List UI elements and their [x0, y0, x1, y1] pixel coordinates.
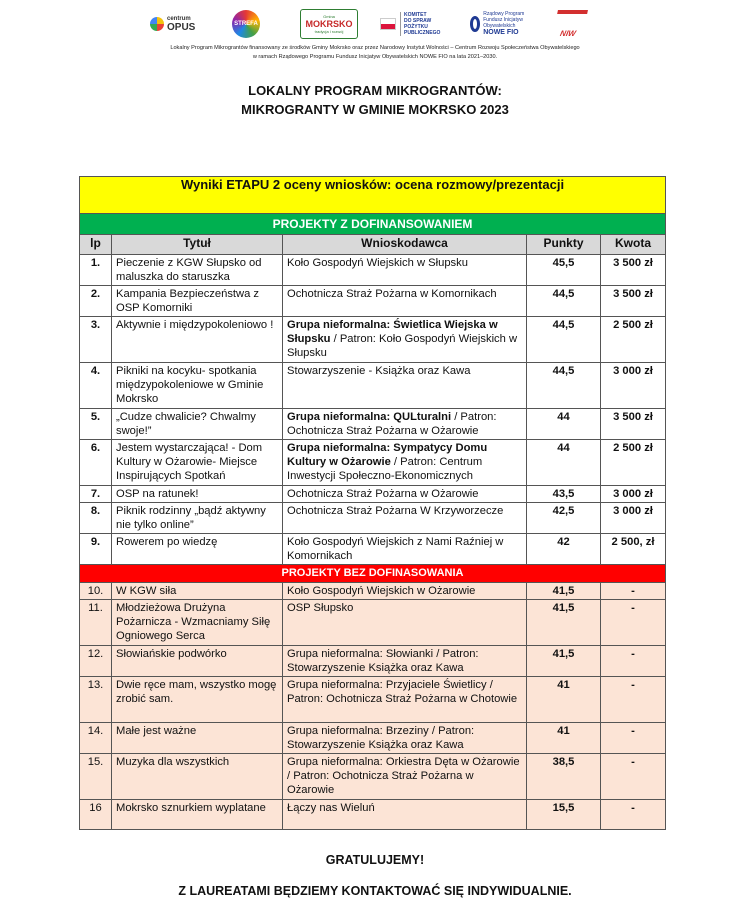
komitet-logo: [380, 8, 460, 40]
row-points: 45,5: [527, 255, 601, 286]
mokrsko-logo-line2: MOKRSKO: [305, 18, 353, 29]
komitet-line2: DO SPRAW: [404, 18, 432, 24]
col-header-points: Punkty: [527, 235, 601, 255]
unfunded-header-row: [80, 565, 666, 583]
row-points: 44: [527, 440, 601, 486]
row-applicant: [283, 317, 527, 363]
row-applicant: [283, 440, 527, 486]
row-amount: -: [601, 723, 666, 754]
row-lp: 3.: [80, 317, 112, 363]
row-points: 41: [527, 723, 601, 754]
row-amount: 2 500, zł: [601, 534, 666, 565]
row-amount: -: [601, 800, 666, 830]
row-applicant: [283, 409, 527, 440]
row-title: OSP na ratunek!: [112, 486, 283, 503]
opus-mark-icon: [150, 17, 164, 31]
table-row: [80, 600, 666, 646]
row-points: 41: [527, 677, 601, 723]
table-row: [80, 255, 666, 286]
row-amount: 2 500 zł: [601, 440, 666, 486]
komitet-line1: KOMITET: [404, 12, 427, 18]
row-points: 41,5: [527, 646, 601, 677]
row-lp: 12.: [80, 646, 112, 677]
row-title: Muzyka dla wszystkich: [112, 754, 283, 800]
row-points: 41,5: [527, 583, 601, 600]
applicant-text: / Patron: Ochotnicza Straż Pożarna w Ożarowie: [287, 411, 497, 437]
row-title: Rowerem po wiedzę: [112, 534, 283, 565]
opus-logo-line2: OPUS: [167, 21, 196, 33]
table-row: [80, 440, 666, 486]
table-row: [80, 503, 666, 534]
applicant-text: Ochotnicza Straż Pożarna w Komornikach: [287, 288, 497, 300]
row-lp: 15.: [80, 754, 112, 800]
polish-flag-icon: [380, 18, 396, 30]
table-row: [80, 754, 666, 800]
row-lp: 1.: [80, 255, 112, 286]
niw-logo-text: NIW: [552, 10, 588, 38]
row-points: 44,5: [527, 363, 601, 409]
row-applicant: OSP Słupsko: [283, 600, 527, 646]
row-applicant: [283, 534, 527, 565]
row-title: „Cudze chwalicie? Chwalmy swoje!”: [112, 409, 283, 440]
applicant-text: Ochotnicza Straż Pożarna W Krzyworzecze: [287, 505, 504, 517]
col-header-applicant: Wnioskodawca: [283, 235, 527, 255]
applicant-group: Grupa nieformalna: QULturalni: [287, 411, 452, 423]
row-lp: 8.: [80, 503, 112, 534]
table-row: [80, 486, 666, 503]
row-points: 44,5: [527, 286, 601, 317]
row-points: 43,5: [527, 486, 601, 503]
stage-title-row: [80, 177, 666, 214]
table-row: [80, 317, 666, 363]
row-points: 38,5: [527, 754, 601, 800]
table-row: [80, 409, 666, 440]
title-line2: MIKROGRANTY W GMINIE MOKRSKO 2023: [241, 102, 509, 117]
row-title: Jestem wystarczająca! - Dom Kultury w Ożarowie- Miejsce Inspirujących Spotkań: [112, 440, 283, 486]
strefa-logo: [232, 8, 272, 40]
row-amount: 3 000 zł: [601, 503, 666, 534]
table-row: [80, 646, 666, 677]
row-lp: 5.: [80, 409, 112, 440]
applicant-text: Koło Gospodyń Wiejskich w Słupsku: [287, 257, 468, 269]
unfunded-header: PROJEKTY BEZ DOFINASOWANIA: [80, 565, 666, 583]
row-applicant: Grupa nieformalna: Słowianki / Patron: Stowarzyszenie Książka oraz Kawa: [283, 646, 527, 677]
row-lp: 4.: [80, 363, 112, 409]
funding-line2: w ramach Rządowego Programu Fundusz Inicjatyw Obywatelskich NOWE FIO na lata 2021–2030.: [252, 54, 498, 60]
row-lp: 16: [80, 800, 112, 830]
row-applicant: [283, 286, 527, 317]
row-title: Piknik rodzinny „bądź aktywny nie tylko online”: [112, 503, 283, 534]
row-points: 41,5: [527, 600, 601, 646]
table-row: [80, 800, 666, 830]
row-amount: 2 500 zł: [601, 317, 666, 363]
funded-header: PROJEKTY Z DOFINANSOWANIEM: [80, 214, 666, 235]
nowefio-line1: Rządowy Program Fundusz Inicjatyw Obywatelskich: [483, 11, 525, 29]
row-amount: -: [601, 646, 666, 677]
gmina-mokrsko-logo: [300, 8, 358, 40]
centrum-opus-logo: [150, 8, 200, 40]
results-table: [79, 176, 666, 830]
row-applicant: [283, 503, 527, 534]
row-title: W KGW siła: [112, 583, 283, 600]
nowefio-line2: NOWE FIO: [483, 29, 519, 36]
row-points: 15,5: [527, 800, 601, 830]
col-header-amount: Kwota: [601, 235, 666, 255]
row-lp: 9.: [80, 534, 112, 565]
row-applicant: Grupa nieformalna: Przyjaciele Świetlicy / Patron: Ochotnicza Straż Pożarna w Chotowie: [283, 677, 527, 723]
row-applicant: Koło Gospodyń Wiejskich w Ożarowie: [283, 583, 527, 600]
row-applicant: Grupa nieformalna: Orkiestra Dęta w Ożarowie / Patron: Ochotnicza Straż Pożarna w Ożarowie: [283, 754, 527, 800]
applicant-group: Grupa nieformalna: Świetlica Wiejska w Słupsku: [287, 319, 498, 345]
mokrsko-logo-line1: Gmina: [323, 13, 335, 19]
row-amount: 3 000 zł: [601, 363, 666, 409]
row-amount: -: [601, 754, 666, 800]
row-title: Mokrsko sznurkiem wyplatane: [112, 800, 283, 830]
title-line1: LOKALNY PROGRAM MIKROGRANTÓW:: [248, 83, 502, 98]
applicant-text: Stowarzyszenie - Książka oraz Kawa: [287, 365, 471, 377]
row-points: 42: [527, 534, 601, 565]
row-title: Słowiańskie podwórko: [112, 646, 283, 677]
row-amount: 3 500 zł: [601, 286, 666, 317]
applicant-text: / Patron: Centrum Inwestycji Społeczno-Ekonomicznych: [287, 456, 483, 482]
row-lp: 13.: [80, 677, 112, 723]
row-amount: -: [601, 583, 666, 600]
strefa-logo-text: STREFA: [232, 10, 260, 38]
row-title: Kampania Bezpieczeństwa z OSP Komorniki: [112, 286, 283, 317]
row-lp: 6.: [80, 440, 112, 486]
row-applicant: [283, 363, 527, 409]
row-amount: 3 500 zł: [601, 255, 666, 286]
row-lp: 2.: [80, 286, 112, 317]
table-row: [80, 723, 666, 754]
col-header-lp: lp: [80, 235, 112, 255]
row-amount: -: [601, 677, 666, 723]
table-row: [80, 677, 666, 723]
table-row: [80, 583, 666, 600]
col-header-title: Tytuł: [112, 235, 283, 255]
opus-logo-line1: centrum: [167, 15, 191, 22]
nowe-fio-logo: [470, 8, 532, 40]
komitet-line3: POŻYTKU: [404, 24, 428, 30]
table-row: [80, 363, 666, 409]
row-title: Młodzieżowa Drużyna Pożarnicza - Wzmacniamy Siłę Ogniowego Serca: [112, 600, 283, 646]
nowe-fio-ring-icon: [470, 16, 480, 32]
stage-title: Wyniki ETAPU 2 oceny wniosków: ocena rozmowy/prezentacji: [80, 177, 666, 214]
column-header-row: [80, 235, 666, 255]
row-applicant: [283, 486, 527, 503]
row-amount: -: [601, 600, 666, 646]
funding-line1: Lokalny Program Mikrograntów finansowany ze środków Gminy Mokrsko oraz przez Narodowy Instytut Wolności – Centrum Rozwoju Społeczeństwa Obywatelskiego: [170, 45, 580, 51]
row-title: Aktywnie i międzypokoleniowo !: [112, 317, 283, 363]
applicant-text: Ochotnicza Straż Pożarna w Ożarowie: [287, 488, 479, 500]
row-lp: 14.: [80, 723, 112, 754]
row-title: Małe jest ważne: [112, 723, 283, 754]
row-title: Pieczenie z KGW Słupsko od maluszka do staruszka: [112, 255, 283, 286]
komitet-line4: PUBLICZNEGO: [404, 30, 441, 36]
row-points: 44,5: [527, 317, 601, 363]
row-amount: 3 500 zł: [601, 409, 666, 440]
row-amount: 3 000 zł: [601, 486, 666, 503]
table-row: [80, 534, 666, 565]
row-title: Dwie ręce mam, wszystko mogę zrobić sam.: [112, 677, 283, 723]
mokrsko-logo-line3: tradycja i rozwój: [314, 28, 344, 34]
row-points: 42,5: [527, 503, 601, 534]
applicant-text: / Patron: Koło Gospodyń Wiejskich w Słupsku: [287, 333, 518, 359]
congrats-text: GRATULUJEMY!: [325, 853, 425, 867]
logo-strip: [150, 8, 600, 40]
row-applicant: [283, 255, 527, 286]
applicant-text: Koło Gospodyń Wiejskich z Nami Raźniej w Komornikach: [287, 536, 504, 562]
page-title: [0, 81, 750, 119]
row-applicant: Łączy nas Wieluń: [283, 800, 527, 830]
row-lp: 10.: [80, 583, 112, 600]
row-points: 44: [527, 409, 601, 440]
row-applicant: Grupa nieformalna: Brzeziny / Patron: Stowarzyszenie Książka oraz Kawa: [283, 723, 527, 754]
niw-logo: [555, 8, 589, 40]
applicant-group: Grupa nieformalna: Sympatycy Domu Kultury w Ożarowie: [287, 442, 488, 468]
funding-note: [60, 44, 690, 62]
row-title: Pikniki na kocyku- spotkania międzypokoleniowe w Gminie Mokrsko: [112, 363, 283, 409]
funded-header-row: [80, 214, 666, 235]
table-row: [80, 286, 666, 317]
row-lp: 7.: [80, 486, 112, 503]
contact-note: Z LAUREATAMI BĘDZIEMY KONTAKTOWAĆ SIĘ INDYWIDUALNIE.: [178, 884, 572, 898]
row-lp: 11.: [80, 600, 112, 646]
